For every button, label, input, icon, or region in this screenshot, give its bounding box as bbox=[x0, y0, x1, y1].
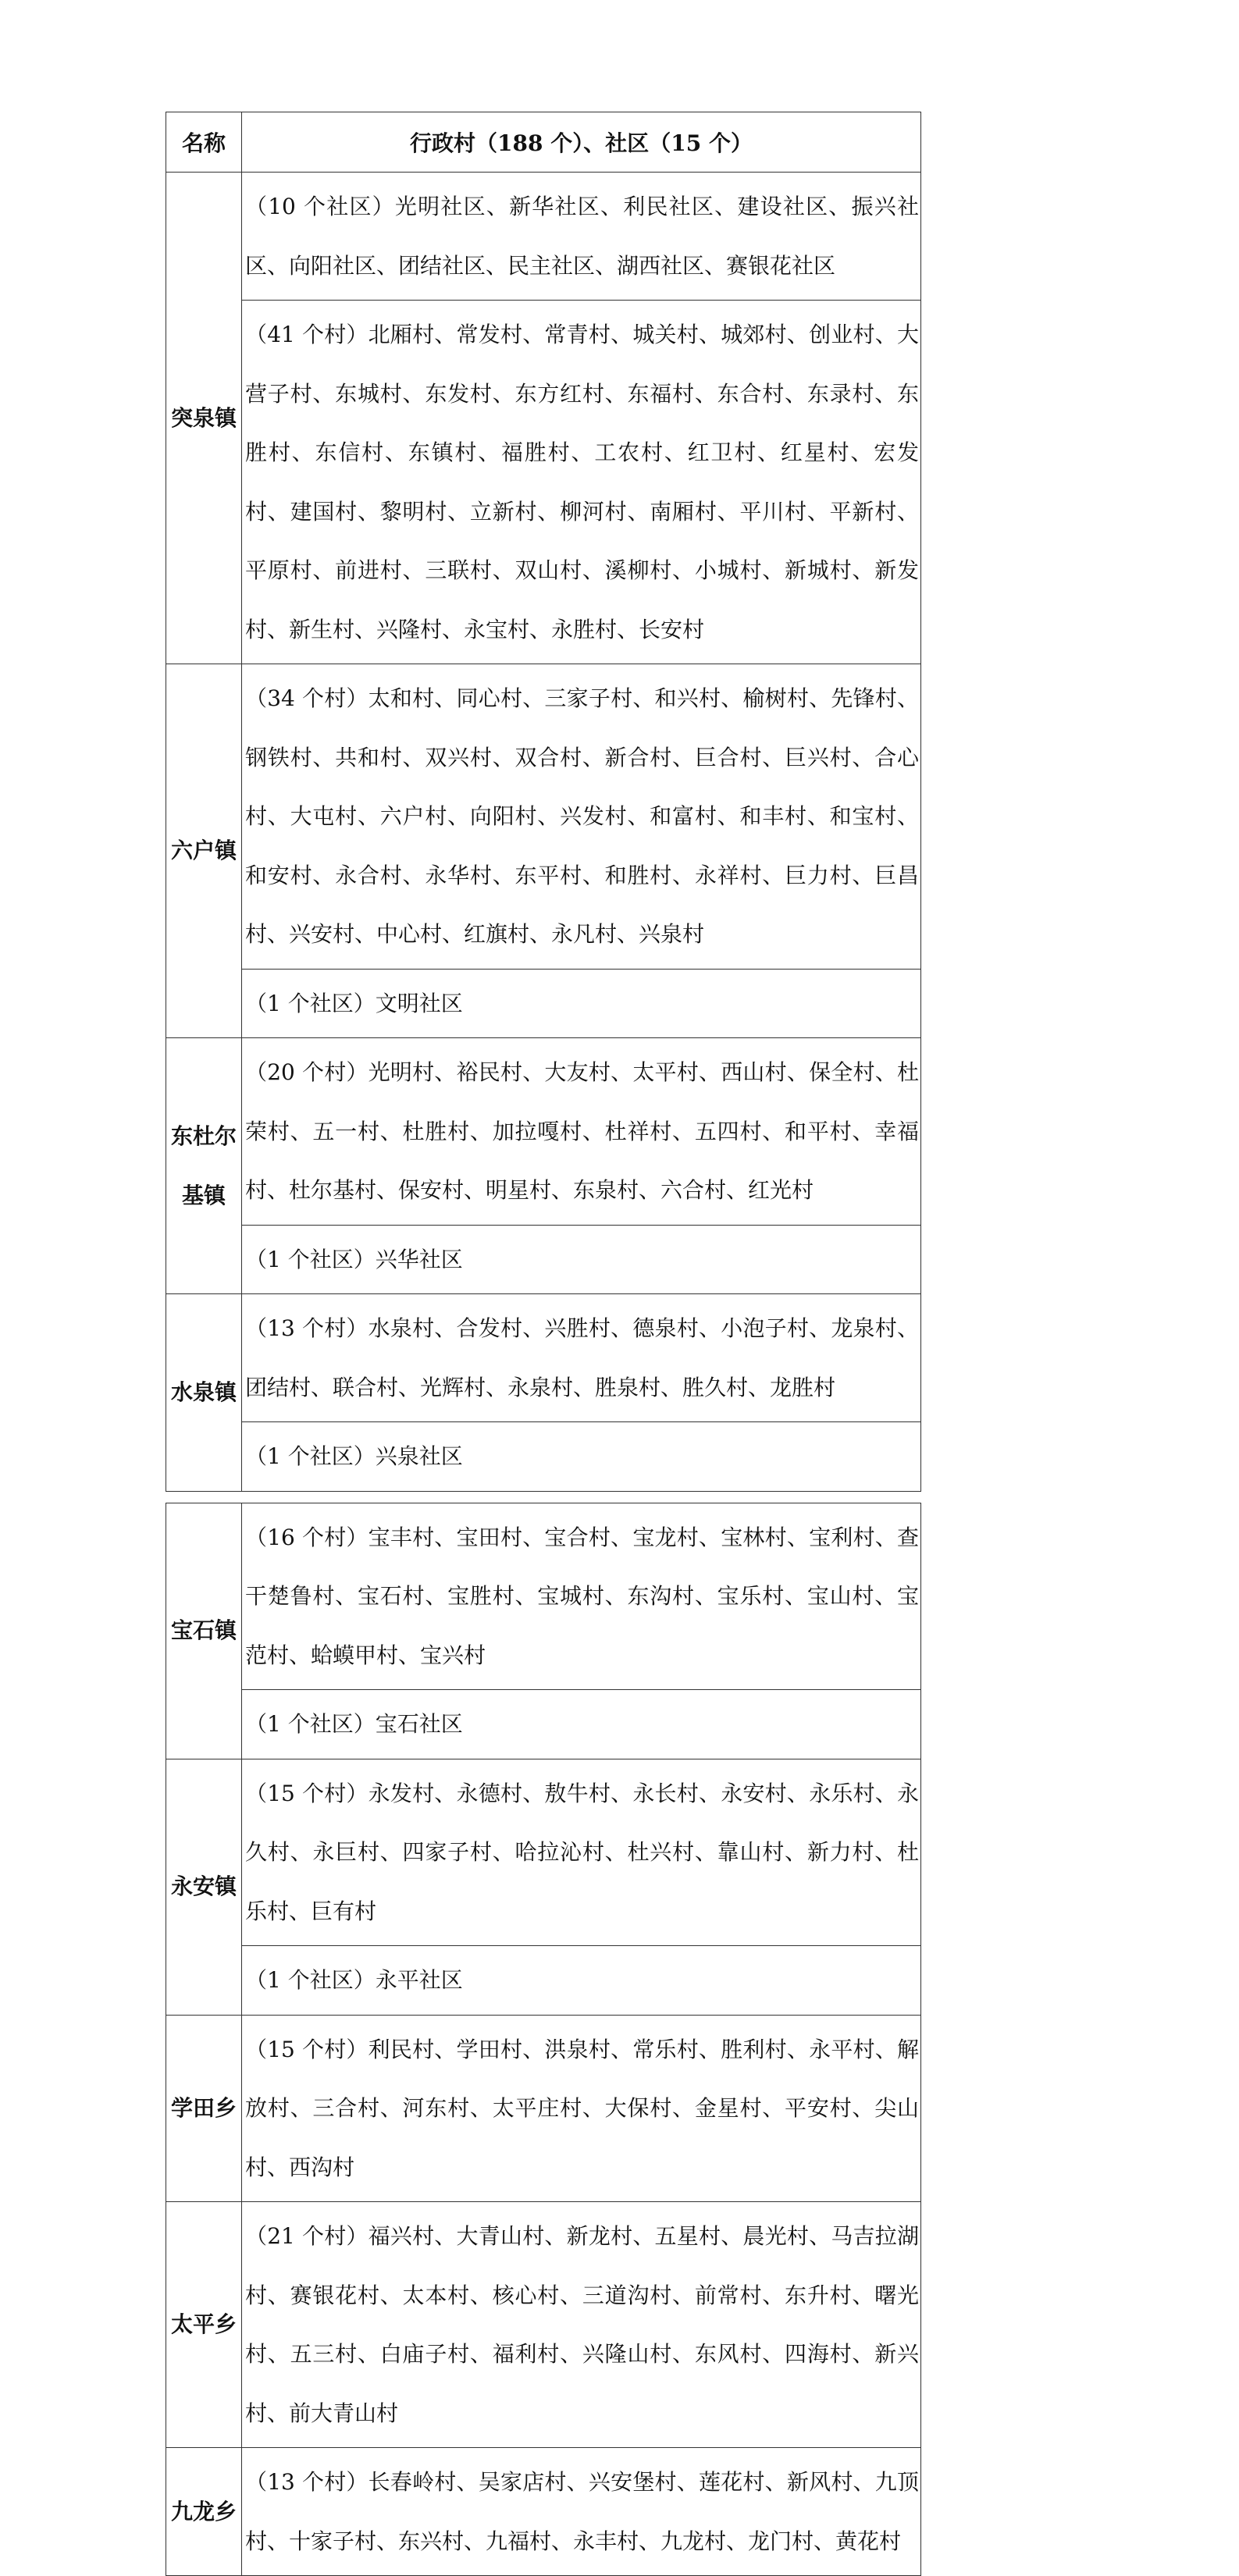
town-row bbox=[166, 1946, 921, 2016]
town-row bbox=[166, 664, 921, 970]
town-row bbox=[166, 2202, 921, 2448]
village-list-cell: （15 个村）利民村、学田村、洪泉村、常乐村、胜利村、永平村、解放村、三合村、河东村、太平庄村、大保村、金星村、平安村、尖山村、西沟村 bbox=[242, 2015, 921, 2202]
town-name-cell: 突泉镇 bbox=[166, 173, 242, 664]
village-list-cell: （10 个社区）光明社区、新华社区、利民社区、建设社区、振兴社区、向阳社区、团结社区、民主社区、湖西社区、赛银花社区 bbox=[242, 173, 921, 301]
town-row bbox=[166, 2015, 921, 2202]
town-row bbox=[166, 1759, 921, 1946]
town-name-cell: 永安镇 bbox=[166, 1759, 242, 2015]
village-list-cell: （1 个社区）兴泉社区 bbox=[242, 1422, 921, 1492]
village-list-cell: （13 个村）水泉村、合发村、兴胜村、德泉村、小泡子村、龙泉村、团结村、联合村、光辉村、永泉村、胜泉村、胜久村、龙胜村 bbox=[242, 1294, 921, 1422]
village-list-cell: （13 个村）长春岭村、吴家店村、兴安堡村、莲花村、新风村、九顶村、十家子村、东兴村、九福村、永丰村、九龙村、龙门村、黄花村 bbox=[242, 2448, 921, 2576]
town-name-cell: 学田乡 bbox=[166, 2015, 242, 2202]
header-content-cell: 行政村（188 个）、社区（15 个） bbox=[242, 112, 921, 173]
town-name-cell: 六户镇 bbox=[166, 664, 242, 1038]
town-row bbox=[166, 301, 921, 664]
village-list-cell: （1 个社区）永平社区 bbox=[242, 1946, 921, 2016]
village-list-cell: （1 个社区）文明社区 bbox=[242, 969, 921, 1038]
village-table-part-1 bbox=[166, 112, 921, 1492]
town-row bbox=[166, 1294, 921, 1422]
village-list-cell: （15 个村）永发村、永德村、敖牛村、永长村、永安村、永乐村、永久村、永巨村、四家子村、哈拉沁村、杜兴村、靠山村、新力村、杜乐村、巨有村 bbox=[242, 1759, 921, 1946]
village-list-cell: （41 个村）北厢村、常发村、常青村、城关村、城郊村、创业村、大营子村、东城村、东发村、东方红村、东福村、东合村、东录村、东胜村、东信村、东镇村、福胜村、工农村、红卫村、红星村、宏发村、建国村、黎明村、立新村、柳河村、南厢村、平川村、平新村、平原村、前进村、三联村、双山村、溪柳村、小城村、新城村、新发村、新生村、兴隆村、永宝村、永胜村、长安村 bbox=[242, 301, 921, 664]
town-name-cell: 宝石镇 bbox=[166, 1503, 242, 1759]
town-row bbox=[166, 969, 921, 1038]
table-header-row bbox=[166, 112, 921, 173]
town-row bbox=[166, 1225, 921, 1294]
town-row bbox=[166, 173, 921, 301]
town-name-cell: 东杜尔 基镇 bbox=[166, 1038, 242, 1294]
village-table-part-2 bbox=[166, 1503, 921, 2576]
village-list-cell: （1 个社区）宝石社区 bbox=[242, 1690, 921, 1759]
village-list-cell: （1 个社区）兴华社区 bbox=[242, 1225, 921, 1294]
town-row bbox=[166, 2448, 921, 2576]
town-row bbox=[166, 1038, 921, 1226]
town-name-cell: 太平乡 bbox=[166, 2202, 242, 2448]
header-name-cell: 名称 bbox=[166, 112, 242, 173]
document bbox=[166, 112, 920, 2576]
village-list-cell: （20 个村）光明村、裕民村、大友村、太平村、西山村、保全村、杜荣村、五一村、杜胜村、加拉嘎村、杜祥村、五四村、和平村、幸福村、杜尔基村、保安村、明星村、东泉村、六合村、红光村 bbox=[242, 1038, 921, 1226]
village-list-cell: （34 个村）太和村、同心村、三家子村、和兴村、榆树村、先锋村、钢铁村、共和村、双兴村、双合村、新合村、巨合村、巨兴村、合心村、大屯村、六户村、向阳村、兴发村、和富村、和丰村、和宝村、和安村、永合村、永华村、东平村、和胜村、永祥村、巨力村、巨昌村、兴安村、中心村、红旗村、永凡村、兴泉村 bbox=[242, 664, 921, 970]
town-name-cell: 水泉镇 bbox=[166, 1294, 242, 1492]
village-list-cell: （21 个村）福兴村、大青山村、新龙村、五星村、晨光村、马吉拉湖村、赛银花村、太本村、核心村、三道沟村、前常村、东升村、曙光村、五三村、白庙子村、福利村、兴隆山村、东风村、四海村、新兴村、前大青山村 bbox=[242, 2202, 921, 2448]
town-row bbox=[166, 1422, 921, 1492]
town-name-cell: 九龙乡 bbox=[166, 2448, 242, 2576]
town-row bbox=[166, 1690, 921, 1759]
village-list-cell: （16 个村）宝丰村、宝田村、宝合村、宝龙村、宝林村、宝利村、查干楚鲁村、宝石村、宝胜村、宝城村、东沟村、宝乐村、宝山村、宝范村、蛤蟆甲村、宝兴村 bbox=[242, 1503, 921, 1690]
town-row bbox=[166, 1503, 921, 1690]
